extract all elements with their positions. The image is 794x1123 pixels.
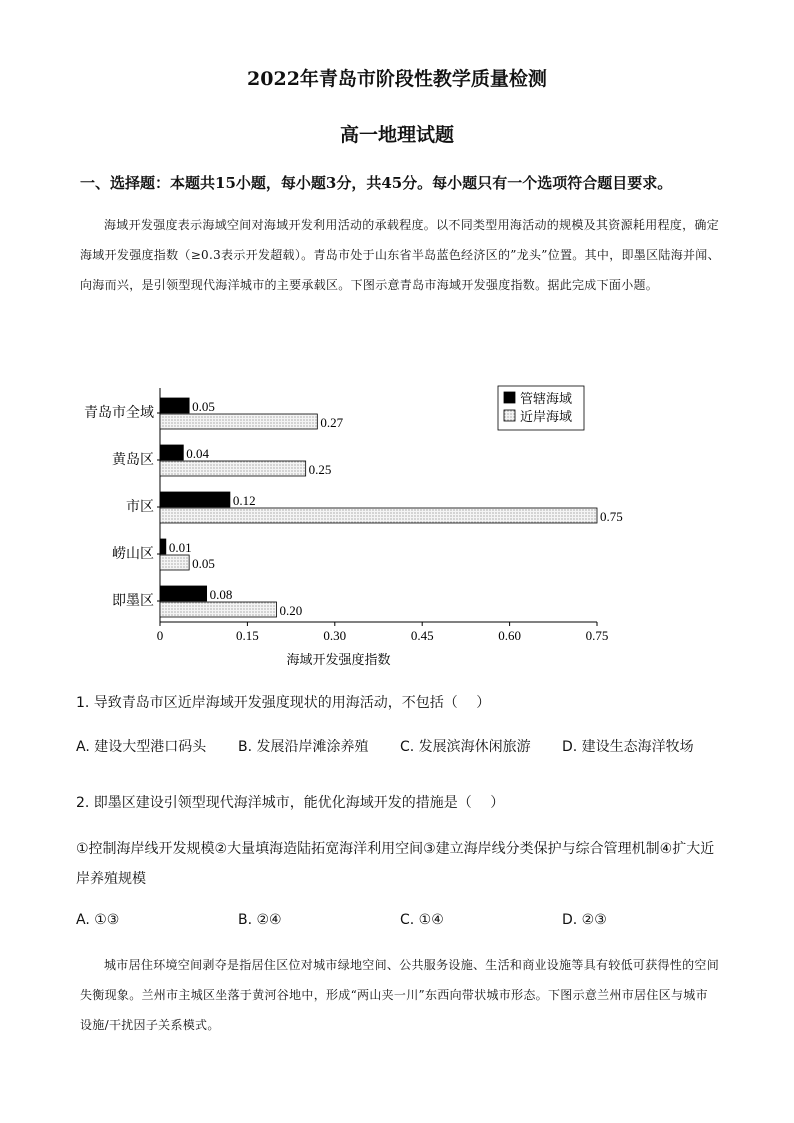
legend-label: 管辖海域 [520, 391, 573, 406]
bar-jurisdiction [160, 492, 230, 507]
bar-jurisdiction [160, 539, 166, 554]
x-tick-label: 0.45 [410, 628, 434, 643]
category-label: 即墨区 [112, 594, 154, 609]
bar-nearshore [160, 508, 597, 523]
q2-option-a[interactable]: A. ①③ [76, 912, 120, 928]
bar-jurisdiction [160, 586, 207, 601]
legend-swatch [504, 410, 515, 421]
category-label: 青岛市全域 [84, 406, 154, 421]
q1-option-c[interactable]: C. 发展滨海休闲旅游 [400, 739, 531, 755]
q1-option-b[interactable]: B. 发展沿岸滩涂养殖 [238, 739, 369, 755]
bar-nearshore [160, 414, 317, 429]
question-1-stem: 1. 导致青岛市区近岸海域开发强度现状的用海活动，不包括（ ） [76, 695, 491, 711]
material-intro-2 [80, 950, 720, 1040]
bar-value-label: 0.25 [308, 462, 332, 477]
q2-option-c[interactable]: C. ①④ [400, 912, 444, 928]
q1-option-d[interactable]: D. 建设生态海洋牧场 [562, 739, 694, 755]
bar-value-label: 0.04 [186, 446, 210, 461]
bar-value-label: 0.01 [168, 540, 192, 555]
x-tick-label: 0.30 [323, 628, 347, 643]
x-tick-label: 0.75 [585, 628, 609, 643]
chart-plot-area [84, 386, 623, 667]
bar-jurisdiction [160, 398, 189, 413]
bar-value-label: 0.05 [192, 556, 215, 571]
legend-swatch [504, 392, 515, 403]
x-tick-label: 0 [156, 628, 164, 643]
intro-1-text: 海域开发强度表示海域空间对海域开发利用活动的承载程度。以不同类型用海活动的规模及其资源耗用程度，确定海域开发强度指数（≥0.3表示开发超载）。青岛市处于山东省半岛蓝色经济区的”龙头”位置。其中，即墨区陆海并闻、向海而兴，是引领型现代海洋城市的主要承载区。下图示意青岛市海域开发强度指数。据此完成下面小题。 [80, 218, 720, 292]
exam-subtitle: 高一地理试题 [339, 124, 454, 146]
category-label: 崂山区 [112, 547, 154, 562]
x-tick-label: 0.15 [236, 628, 259, 643]
category-label: 黄岛区 [112, 453, 154, 468]
intro-2-text: 城市居住环境空间剥夺是指居住区位对城市绿地空间、公共服务设施、生活和商业设施等具有较低可获得性的空间失衡现象。兰州市主城区坐落于黄河谷地中，形成“两山夹一川”东西向带状城市形态。下图示意兰州市居住区与城市设施/干扰因子关系模式。 [80, 958, 720, 1032]
bar-nearshore [160, 461, 306, 476]
bar-value-label: 0.05 [192, 399, 215, 414]
bar-value-label: 0.20 [279, 603, 303, 618]
category-label: 市区 [126, 500, 154, 515]
legend-label: 近岸海域 [520, 409, 573, 424]
q2-option-b[interactable]: B. ②④ [238, 912, 282, 928]
x-tick-label: 0.60 [498, 628, 521, 643]
question-2-statements: ①控制海岸线开发规模②大量填海造陆拓宽海洋利用空间③建立海岸线分类保护与综合管理机制④扩大近岸养殖规模 [76, 841, 715, 887]
question-2-stem: 2. 即墨区建设引领型现代海洋城市，能优化海域开发的措施是（ ） [76, 795, 505, 811]
bar-value-label: 0.75 [600, 509, 623, 524]
q1-option-a[interactable]: A. 建设大型港口码头 [76, 739, 207, 755]
bar-nearshore [160, 555, 189, 570]
x-axis-title: 海域开发强度指数 [286, 652, 391, 667]
exam-title: 2022年青岛市阶段性教学质量检测 [247, 68, 547, 90]
bar-value-label: 0.12 [232, 493, 256, 508]
section-heading: 一、选择题：本题共15小题，每小题3分，共45分。每小题只有一个选项符合题目要求。 [80, 174, 673, 192]
material-intro-1 [80, 210, 720, 300]
q2-option-d[interactable]: D. ②③ [562, 912, 607, 928]
bar-jurisdiction [160, 445, 183, 460]
bar-value-label: 0.27 [320, 415, 344, 430]
development-intensity-chart [60, 380, 660, 680]
bar-nearshore [160, 602, 277, 617]
bar-value-label: 0.08 [209, 587, 233, 602]
